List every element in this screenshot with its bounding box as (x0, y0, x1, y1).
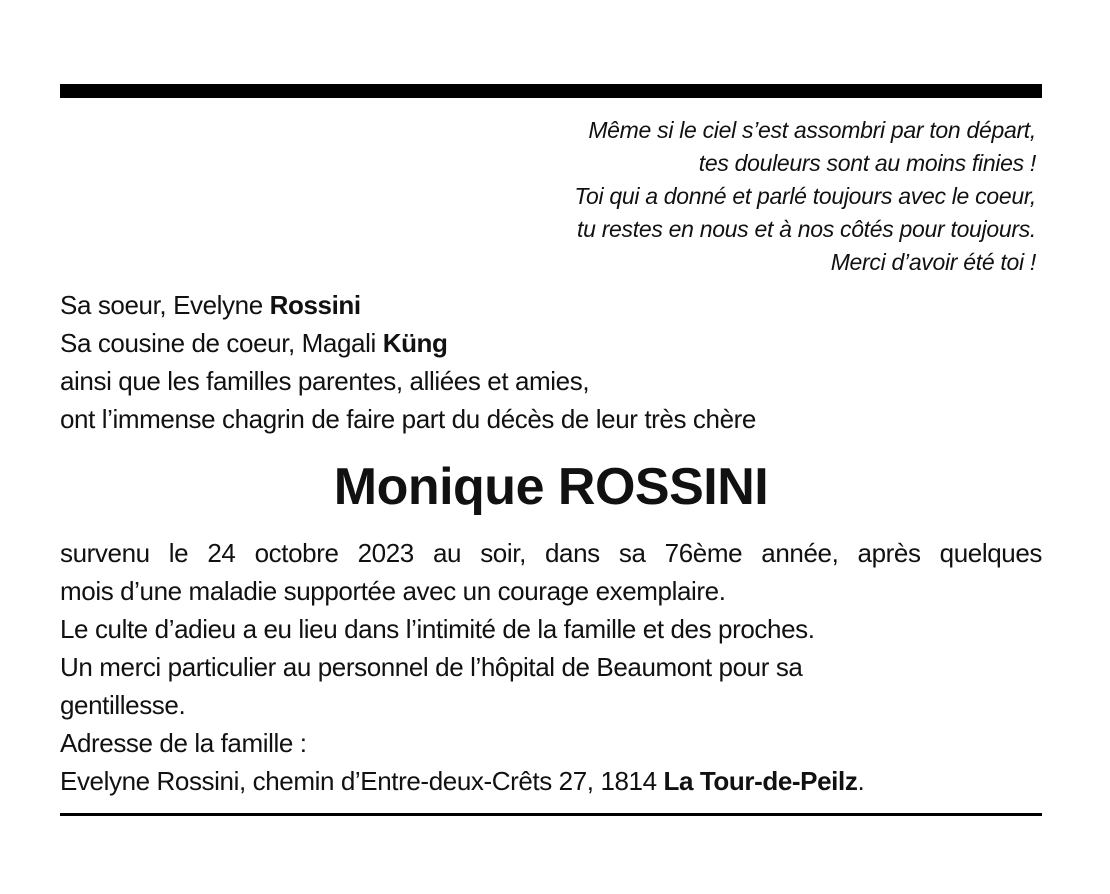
body-line: Le culte d’adieu a eu lieu dans l’intimité de la famille et des proches. (60, 614, 815, 644)
address-heading: Adresse de la famille : (60, 728, 307, 758)
address-suffix: . (857, 766, 865, 796)
family-announcement (60, 286, 756, 438)
bottom-rule (60, 813, 1042, 816)
address-prefix: Evelyne Rossini, chemin d’Entre-deux-Crêts 27, 1814 (60, 766, 664, 796)
sister-surname: Rossini (269, 290, 361, 320)
top-rule (60, 84, 1042, 98)
poem-line: Même si le ciel s’est assombri par ton départ, (588, 117, 1036, 143)
poem-line: tu restes en nous et à nos côtés pour toujours. (577, 216, 1036, 242)
cousin-line (60, 324, 756, 362)
announcement-line: ont l’immense chagrin de faire part du décès de leur très chère (60, 404, 756, 434)
cousin-prefix: Sa cousine de coeur, Magali (60, 328, 383, 358)
body-line: survenu le 24 octobre 2023 au soir, dans sa 76ème année, après quelques (60, 538, 1042, 568)
poem-line: Merci d’avoir été toi ! (830, 249, 1036, 275)
sister-line (60, 286, 756, 324)
poem-line: Toi qui a donné et parlé toujours avec le coeur, (574, 183, 1036, 209)
families-line: ainsi que les familles parentes, alliées et amies, (60, 366, 590, 396)
poem (336, 114, 1036, 279)
obituary-notice (60, 0, 1042, 894)
poem-line: tes douleurs sont au moins finies ! (698, 150, 1036, 176)
family-address (60, 762, 1042, 800)
body-line: gentillesse. (60, 690, 186, 720)
address-town: La Tour-de-Peilz (663, 766, 858, 796)
sister-prefix: Sa soeur, Evelyne (60, 290, 270, 320)
deceased-name: Monique ROSSINI (333, 458, 769, 516)
cousin-surname: Küng (382, 328, 448, 358)
body-line: Un merci particulier au personnel de l’hôpital de Beaumont pour sa (60, 652, 803, 682)
obituary-body (60, 534, 1042, 800)
body-line: mois d’une maladie supportée avec un courage exemplaire. (60, 576, 726, 606)
